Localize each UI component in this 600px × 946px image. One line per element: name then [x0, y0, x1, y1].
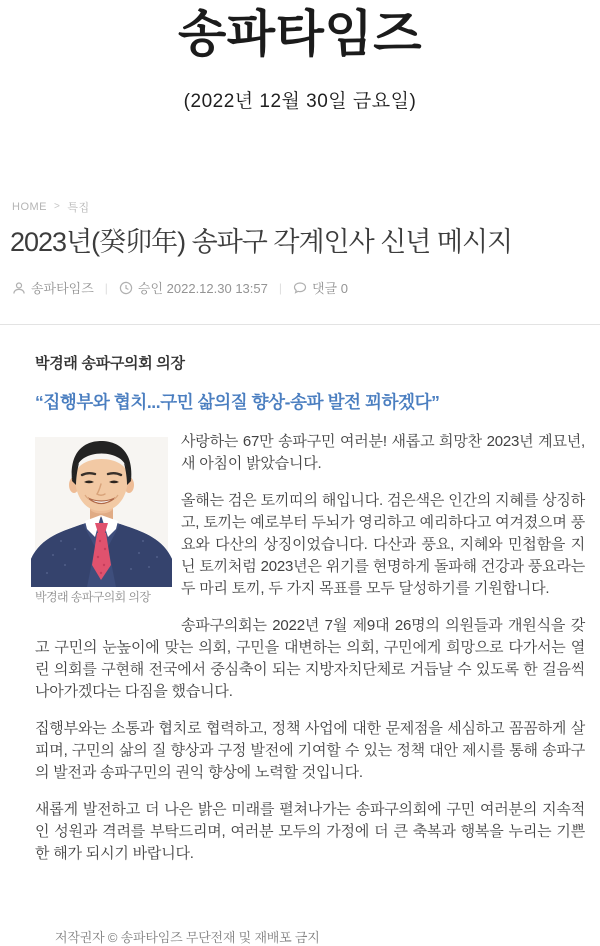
comment-count-link[interactable]: 댓글 0 — [311, 281, 348, 297]
copyright-notice: 저작권자 © 송파타임즈 무단전재 및 재배포 금지 — [55, 930, 320, 946]
article-body — [0, 325, 600, 865]
headline-quote: “집행부와 협치...구민 삶의질 향상-송파 발전 꾀하겠다” — [35, 392, 440, 413]
article-paragraph: 송파구의회는 2022년 7월 제9대 26명의 의원들과 개원식을 갖고 구민의 눈높이에 맞는 의회, 구민을 대변하는 의회, 구민에게 희망으로 다가서는 열린 의회를 구현해 전국에서 중심축이 되는 지방자치단체로 거듭날 수 있도록 한 걸음씩 나아가겠다는 다짐을 했습니다. — [35, 617, 585, 701]
article-header — [0, 199, 600, 298]
subject-name: 박경래 송파구의회 의장 — [35, 355, 185, 373]
masthead — [0, 0, 600, 113]
portrait-photo — [35, 437, 168, 580]
byline-author — [12, 278, 94, 297]
byline-divider: | — [278, 280, 282, 295]
person-icon — [12, 281, 26, 295]
article-paragraph: 사랑하는 67만 송파구민 여러분! 새롭고 희망찬 2023년 계묘년, 새 아침이 밝았습니다. — [181, 433, 585, 473]
byline-divider: | — [104, 280, 108, 295]
article-paragraph: 올해는 검은 토끼띠의 해입니다. 검은색은 인간의 지혜를 상징하고, 토끼는 예로부터 두뇌가 영리하고 예리하다고 여겨졌으며 풍요와 다산의 상징이었습니다. 다산과 풍요, 지혜와 민첩함을 지닌 토끼처럼 2023년은 위기를 현명하게 돌파해 건강과 풍요라는 두 마리 토끼, 두 가지 목표를 모두 달성하기를 기원합니다. — [181, 492, 585, 598]
article-content — [35, 431, 585, 865]
article-paragraph: 새롭게 발전하고 더 나은 밝은 미래를 펼쳐나가는 송파구의회에 구민 여러분의 지속적인 성원과 격려를 부탁드리며, 여러분 모두의 가정에 더 큰 축복과 행복을 누리는 기쁜 한 해가 되시기 바랍니다. — [35, 801, 585, 863]
comment-icon — [293, 281, 307, 295]
edition-date: (2022년 12월 30일 금요일) — [183, 90, 417, 112]
portrait-figure — [35, 437, 168, 608]
article-title: 2023년(癸卯年) 송파구 각계인사 신년 메시지 — [10, 226, 513, 257]
byline-comments — [293, 278, 348, 297]
article-paragraph: 집행부와는 소통과 협치로 협력하고, 정책 사업에 대한 문제점을 세심하고 꼼꼼하게 살피며, 구민의 삶의 질 향상과 구정 발전에 기여할 수 있는 정책 대안 제시를 통해 송파구의 발전과 송파구민의 권익 향상에 노력할 것입니다. — [35, 720, 585, 782]
byline-approved-time — [119, 278, 268, 297]
breadcrumb-section-link[interactable]: 특집 — [67, 201, 90, 214]
breadcrumb-separator: > — [54, 201, 61, 212]
byline — [12, 278, 588, 297]
approved-time-label: 승인 2022.12.30 13:57 — [137, 281, 268, 297]
breadcrumb-home-link[interactable]: HOME — [12, 200, 47, 213]
newspaper-logo: 송파타임즈 — [178, 6, 422, 62]
clock-icon — [119, 281, 133, 295]
breadcrumb — [12, 199, 588, 215]
photo-caption: 박경래 송파구의회 의장 — [35, 590, 151, 605]
author-name-link[interactable]: 송파타임즈 — [31, 281, 94, 297]
